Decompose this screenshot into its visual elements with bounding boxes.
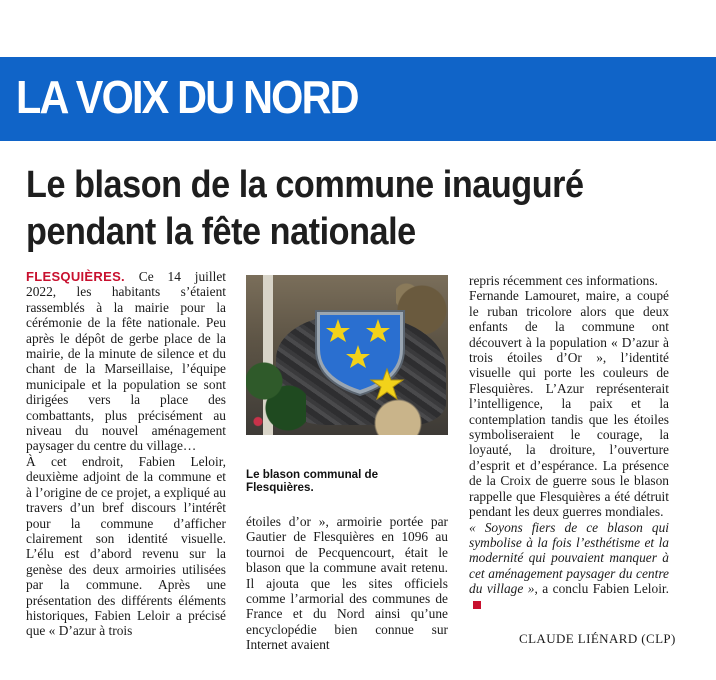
dateline-place: FLESQUIÈRES. <box>26 269 125 284</box>
article-column-3 <box>469 273 669 612</box>
quote-text: « Soyons fiers de ce blason qui symbolise à la fois l’esthétisme et la modernité qui pouvaient manquer à cet aménagement paysager du centre du village » <box>469 519 669 597</box>
end-mark-icon <box>473 601 481 609</box>
croix-de-guerre-icon <box>366 367 408 403</box>
article-photo <box>246 275 448 435</box>
paragraph-armorial: étoiles d’or », armoirie portée par Gautier de Flesquières en 1096 au tournoi de Pecquencourt, était le blason que la commune avait retenu. Il ajouta que les sites officiels comme l’armorial des communes de France et du Nord ainsi qu’une encyclopédie bien connue sur Internet avaient <box>246 514 448 653</box>
paragraph-inauguration: Fernande Lamouret, maire, a coupé le ruban tricolore alors que deux enfants de la commune ont découvert à la population « D’azur à trois étoiles d’Or », l’identité visuelle qui porte les couleurs de Flesquières. L’Azur représenterait l’intelligence, la paix et la contemplation tandis que les étoiles symboliseraient le courage, la loyauté, la droiture, l’ouverture d’esprit et d’espérance. La présence de la Croix de guerre sous le blason rappelle que Flesquières a été détruit pendant les deux guerres mondiales. <box>469 288 669 520</box>
flower-bed <box>246 345 306 435</box>
paragraph-continuation: repris récemment ces informations. <box>469 273 658 288</box>
paragraph-intro <box>26 269 226 454</box>
newspaper-title: LA VOIX DU NORD <box>16 71 358 123</box>
paragraph-intro-text: Ce 14 juillet 2022, les habitants s’étaient rassemblés à la mairie pour la cérémonie de la fête nationale. Peu après le dépôt de gerbe place de la mairie, de la minute de silence et du chant de la Marseillaise, l’équipe municipale et la population se sont dirigées vers la place des combattants, plus précisément au niveau du nouvel aménagement paysager du centre du village… <box>26 269 226 454</box>
photo-caption: Le blason communal de Flesquières. <box>246 468 379 494</box>
quote-attribution: , a conclu Fabien Leloir. <box>534 581 669 597</box>
masthead <box>0 57 716 141</box>
paragraph-conclusion <box>469 520 669 612</box>
article-column-2 <box>246 514 448 653</box>
paragraph-speech: À cet endroit, Fabien Leloir, deuxième adjoint de la commune et à l’origine de ce projet, a expliqué au travers d’un bref discours l’intérêt pour la commune d’afficher clairement son identité visuelle. L’élu est d’abord revenu sur la genèse des deux armoiries utilisées par la commune. Après une présentation des différents éléments historiques, Fabien Leloir a précisé que « D’azur à trois <box>26 453 226 639</box>
author-signature: CLAUDE LIÉNARD (CLP) <box>519 631 676 646</box>
article-column-1 <box>26 269 226 639</box>
article-headline: Le blason de la commune inauguré pendant la fête nationale <box>26 164 584 253</box>
